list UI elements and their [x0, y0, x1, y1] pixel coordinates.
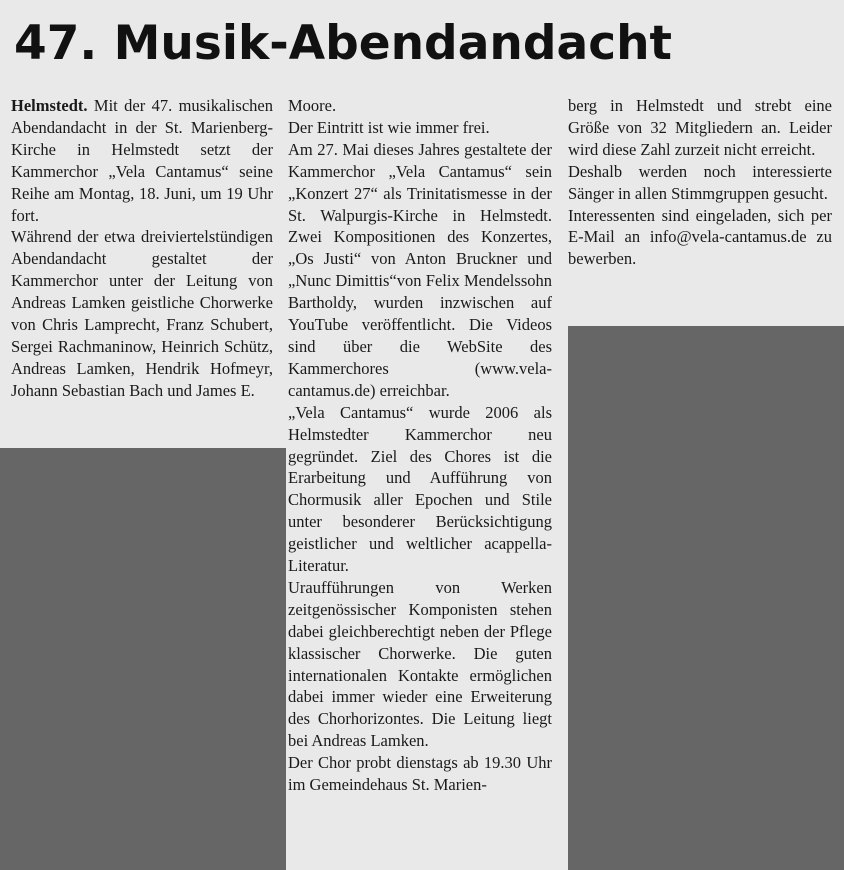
column-1 [11, 95, 273, 402]
paragraph: Während der etwa dreiviertelstündigen Abendandacht gestaltet der Kammerchor unter der Leitung von Andreas Lamken geistliche Chorwerke von Chris Lamprecht, Franz Schubert, Sergei Rachmaninow, Heinrich Schütz, Andreas Lamken, Hendrik Hofmeyr, Johann Sebastian Bach und James E. [11, 227, 273, 400]
column-3 [568, 95, 832, 270]
paragraph: Deshalb werden noch interessierte Sänger in allen Stimmgruppen gesucht. [568, 161, 832, 203]
paragraph [11, 95, 273, 226]
paragraph: Moore. [288, 96, 337, 115]
paragraph: Der Eintritt ist wie immer frei. [288, 117, 490, 137]
paragraph: berg in Helmstedt und strebt eine Größe von 32 Mitgliedern an. Leider wird diese Zahl zurzeit nicht erreicht. [568, 96, 832, 159]
headline: 47. Musik-Abendandacht [14, 16, 673, 71]
column-2 [288, 95, 552, 796]
paragraph: „Vela Cantamus“ wurde 2006 als Helmstedter Kammerchor neu gegründet. Ziel des Chores ist die Erarbeitung und Aufführung von Chormusik aller Epochen und Stile unter besonderer Berücksichtigung geistlicher und weltlicher acappella-Literatur. [288, 402, 552, 576]
paragraph: Interessenten sind eingeladen, sich per E-Mail an info@vela-cantamus.de zu bewerben. [568, 205, 832, 269]
paragraph: Am 27. Mai dieses Jahres gestaltete der Kammerchor „Vela Cantamus“ sein „Konzert 27“ als Trinitatismesse in der St. Walpurgis-Kirche in Helmstedt. Zwei Kompositionen des Konzertes, „Os Justi“ von Anton Bruckner und „Nunc Dimittis“von Felix Mendelssohn Bartholdy, wurden inzwischen auf YouTube veröffentlicht. Die Videos sind über die WebSite des Kammerchores (www.vela-cantamus.de) erreichbar. [288, 139, 552, 400]
intro-text: Mit der 47. musikalischen Abendandacht in der St. Marienberg-Kirche in Helmstedt setzt der Kammerchor „Vela Cantamus“ seine Reihe am Montag, 18. Juni, um 19 Uhr fort. [11, 96, 274, 225]
dateline: Helmstedt. [11, 96, 88, 115]
paragraph: Uraufführungen von Werken zeitgenössischer Komponisten stehen dabei gleichberechtigt neben der Pflege klassischer Chorwerke. Die guten internationalen Kontakte ermöglichen dabei immer wieder eine Erweiterung des Chorhorizontes. Die Leitung liegt bei Andreas Lamken. [288, 577, 552, 751]
paragraph: Der Chor probt dienstags ab 19.30 Uhr im Gemeindehaus St. Marien- [288, 753, 552, 795]
